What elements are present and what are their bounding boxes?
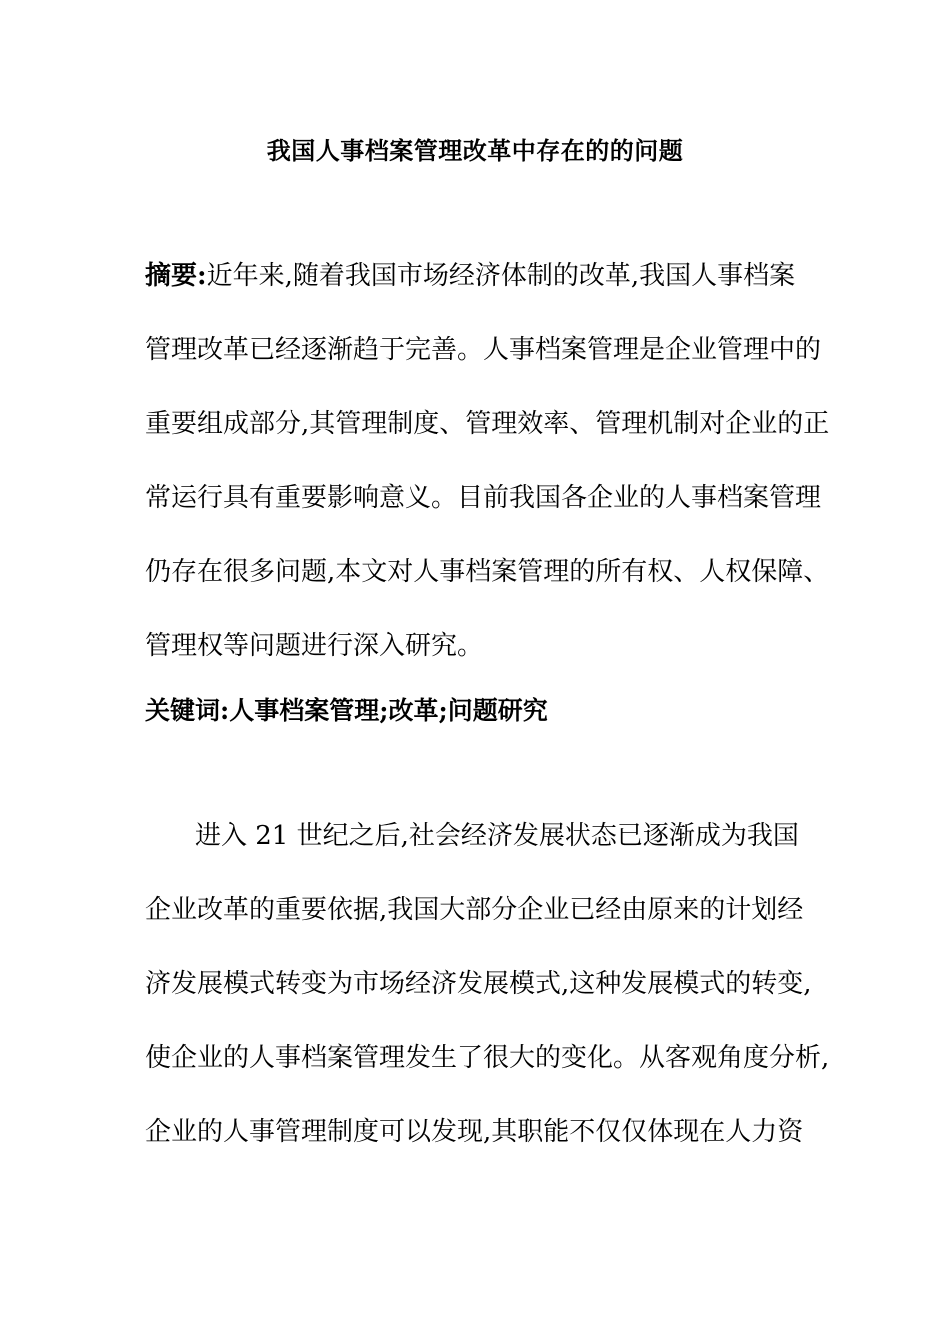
keywords-label: 关键词:	[145, 696, 230, 725]
abstract-line-2: 管理改革已经逐渐趋于完善。人事档案管理是企业管理中的	[145, 335, 822, 365]
abstract-line-6: 管理权等问题进行深入研究。	[145, 631, 484, 661]
abstract-line-1	[145, 258, 825, 294]
body-line-2: 企业改革的重要依据,我国大部分企业已经由原来的计划经	[145, 895, 804, 925]
abstract-line-4: 常运行具有重要影响意义。目前我国各企业的人事档案管理	[145, 483, 822, 513]
abstract-text-1: 近年来,随着我国市场经济体制的改革,我国人事档案	[206, 261, 796, 291]
document-title: 我国人事档案管理改革中存在的的问题	[266, 136, 684, 165]
body-line-5: 企业的人事管理制度可以发现,其职能不仅仅体现在人力资	[145, 1117, 804, 1147]
body-line-4: 使企业的人事档案管理发生了很大的变化。从客观角度分析,	[145, 1043, 830, 1073]
keywords-line	[145, 693, 825, 729]
body-line-3: 济发展模式转变为市场经济发展模式,这种发展模式的转变,	[145, 969, 812, 999]
abstract-label: 摘要:	[145, 261, 207, 291]
body-line-1: 进入 21 世纪之后,社会经济发展状态已逐渐成为我国	[195, 821, 799, 851]
abstract-line-3: 重要组成部分,其管理制度、管理效率、管理机制对企业的正	[145, 409, 830, 439]
keywords-text: 人事档案管理;改革;问题研究	[229, 696, 548, 725]
abstract-line-5: 仍存在很多问题,本文对人事档案管理的所有权、人权保障、	[145, 557, 830, 587]
